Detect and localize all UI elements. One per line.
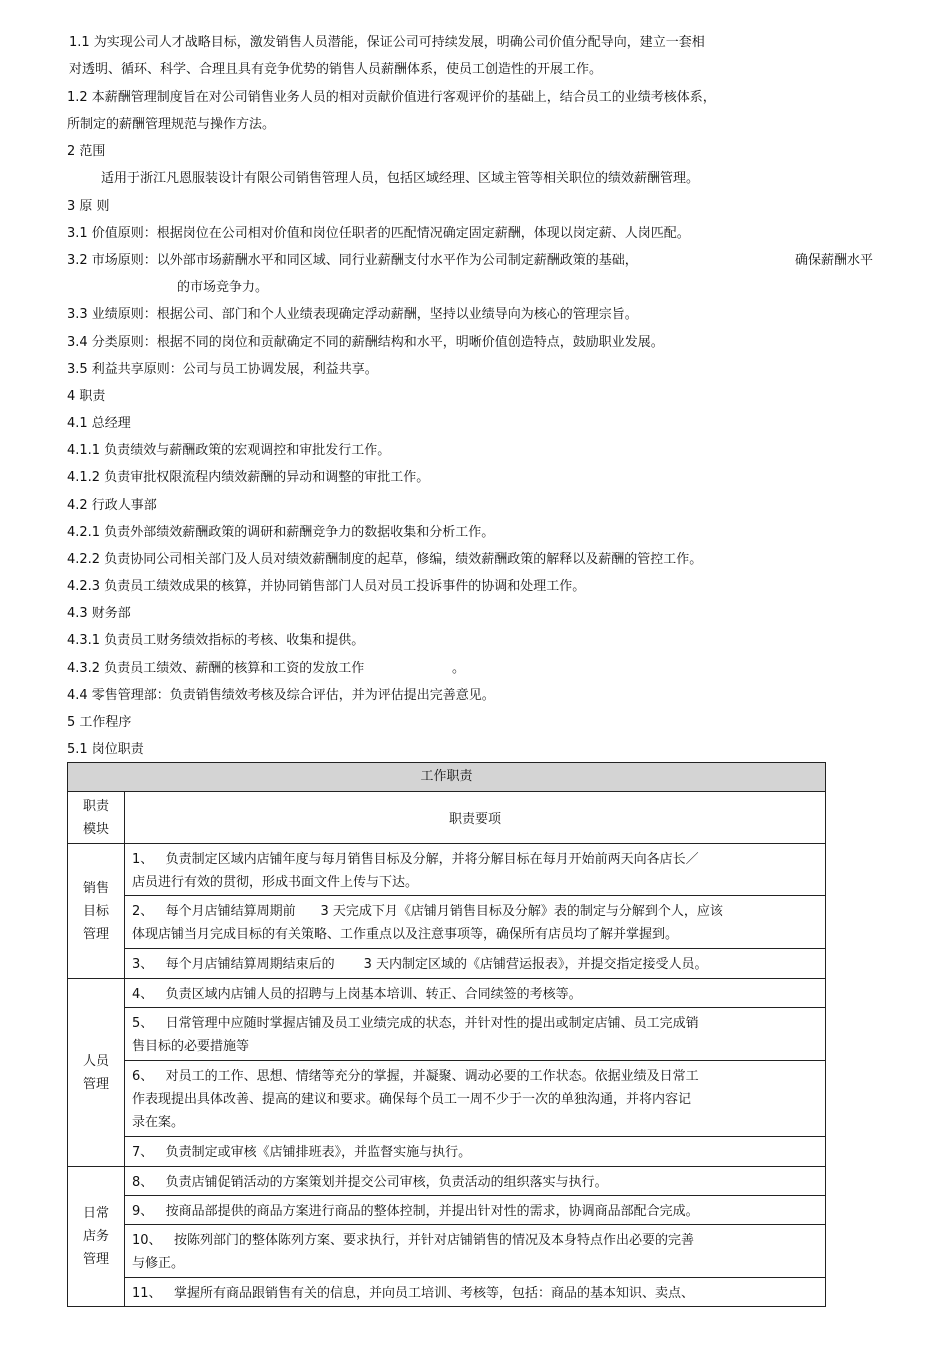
para-3-1: 3.1 价值原则：根据岗位在公司相对价值和岗位任职者的匹配情况确定固定薪酬，体现以岗定薪、人岗匹配。	[67, 226, 690, 241]
para-4-3-2: 4.3.2 负责员工绩效、薪酬的核算和工资的发放工作	[67, 661, 365, 676]
header-items: 职责要项	[448, 812, 501, 827]
duty-item: 10、 按陈列部门的整体陈列方案、要求执行，并针对店铺销售的情况及本身特点作出必要的完善 与修正。	[125, 1225, 825, 1278]
para-4-1-2: 4.1.2 负责审批权限流程内绩效薪酬的异动和调整的审批工作。	[67, 470, 430, 485]
duty-item: 5、 日常管理中应随时掌握店铺及员工业绩完成的状态，并针对性的提出或制定店铺、员工完成销 售目标的必要措施等	[125, 1008, 825, 1061]
para-scope: 适用于浙江凡恩服装设计有限公司销售管理人员，包括区域经理、区域主管等相关职位的绩效薪酬管理。	[101, 171, 700, 186]
heading-5-1: 5.1 岗位职责	[67, 742, 144, 757]
para-4-4: 4.4 零售管理部：负责销售绩效考核及综合评估，并为评估提出完善意见。	[67, 688, 495, 703]
para-4-1-1: 4.1.1 负责绩效与薪酬政策的宏观调控和审批发行工作。	[67, 443, 391, 458]
para-1-1b: 对透明、循环、科学、合理且具有竞争优势的销售人员薪酬体系，使员工创造性的开展工作。	[69, 62, 603, 77]
para-3-4: 3.4 分类原则：根据不同的岗位和贡献确定不同的薪酬结构和水平，明晰价值创造特点，鼓励职业发展。	[67, 335, 664, 350]
items-cell	[125, 1167, 825, 1306]
heading-scope: 2 范围	[67, 144, 106, 159]
duty-item: 6、 对员工的工作、思想、情绪等充分的掌握，并凝聚、调动必要的工作状态。依据业绩及日常工 作表现提出具体改善、提高的建议和要求。确保每个员工一周不少于一次的单独沟通，并将内容记 录在案。	[125, 1061, 825, 1137]
para-3-2b: 确保薪酬水平	[795, 253, 874, 268]
duty-item: 3、 每个月店铺结算周期结束后的 3 天内制定区域的《店铺营运报表》，并提交指定接受人员。	[132, 957, 708, 972]
duty-item: 1、 负责制定区域内店铺年度与每月销售目标及分解，并将分解目标在每月开始前两天向各店长／ 店员进行有效的贯彻，形成书面文件上传与下达。	[125, 844, 825, 896]
heading-4-1: 4.1 总经理	[67, 416, 131, 431]
para-3-3: 3.3 业绩原则：根据公司、部门和个人业绩表现确定浮动薪酬，坚持以业绩导向为核心的管理宗旨。	[67, 307, 638, 322]
duty-item: 11、 掌握所有商品跟销售有关的信息，并向员工培训、考核等，包括：商品的基本知识、卖点、	[132, 1286, 694, 1301]
heading-4-3: 4.3 财务部	[67, 606, 131, 621]
para-3-5: 3.5 利益共享原则：公司与员工协调发展，利益共享。	[67, 362, 378, 377]
items-cell	[125, 979, 825, 1166]
para-4-3-2-period: 。	[452, 661, 466, 676]
duty-item: 9、 按商品部提供的商品方案进行商品的整体控制，并提出针对性的需求，协调商品部配合完成。	[125, 1196, 825, 1225]
heading-4-2: 4.2 行政人事部	[67, 498, 157, 513]
table-title: 工作职责	[68, 763, 825, 792]
heading-procedure: 5 工作程序	[67, 715, 132, 730]
table-group	[68, 979, 825, 1167]
table-header-row	[68, 792, 825, 844]
duty-item: 2、 每个月店铺结算周期前 3 天完成下月《店铺月销售目标及分解》表的制定与分解到个人，应该 体现店铺当月完成目标的有关策略、工作重点以及注意事项等，确保所有店员均了解并掌握到。	[125, 896, 825, 949]
header-module: 职责 模块	[68, 792, 125, 843]
para-4-2-1: 4.2.1 负责外部绩效薪酬政策的调研和薪酬竞争力的数据收集和分析工作。	[67, 525, 495, 540]
duties-table	[67, 762, 826, 1307]
items-cell	[125, 844, 825, 978]
duty-item: 4、 负责区域内店铺人员的招聘与上岗基本培训、转正、合同续签的考核等。	[125, 979, 825, 1008]
table-body	[68, 844, 825, 1306]
para-4-2-2: 4.2.2 负责协同公司相关部门及人员对绩效薪酬制度的起草，修编，绩效薪酬政策的解释以及薪酬的管控工作。	[67, 552, 703, 567]
heading-duties: 4 职责	[67, 389, 106, 404]
module-cell: 日常 店务 管理	[68, 1167, 125, 1306]
table-group	[68, 844, 825, 979]
para-1-2b: 所制定的薪酬管理规范与操作方法。	[67, 117, 276, 132]
para-4-3-1: 4.3.1 负责员工财务绩效指标的考核、收集和提供。	[67, 633, 365, 648]
para-1-1a: 1.1 为实现公司人才战略目标，激发销售人员潜能，保证公司可持续发展，明确公司价值分配导向，建立一套相	[69, 35, 705, 50]
duty-item: 8、 负责店铺促销活动的方案策划并提交公司审核，负责活动的组织落实与执行。	[125, 1167, 825, 1196]
heading-principles: 3 原 则	[67, 199, 110, 214]
para-4-2-3: 4.2.3 负责员工绩效成果的核算，并协同销售部门人员对员工投诉事件的协调和处理工作。	[67, 579, 586, 594]
para-3-2c: 的市场竞争力。	[177, 280, 269, 295]
module-cell: 人员 管理	[68, 979, 125, 1166]
para-3-2a: 3.2 市场原则：以外部市场薪酬水平和同区域、同行业薪酬支付水平作为公司制定薪酬政策的基础，	[67, 253, 638, 268]
duty-item: 7、 负责制定或审核《店铺排班表》，并监督实施与执行。	[132, 1145, 472, 1160]
table-group	[68, 1167, 825, 1306]
module-cell: 销售 目标 管理	[68, 844, 125, 978]
para-1-2a: 1.2 本薪酬管理制度旨在对公司销售业务人员的相对贡献价值进行客观评价的基础上，结合员工的业绩考核体系，	[67, 90, 716, 105]
